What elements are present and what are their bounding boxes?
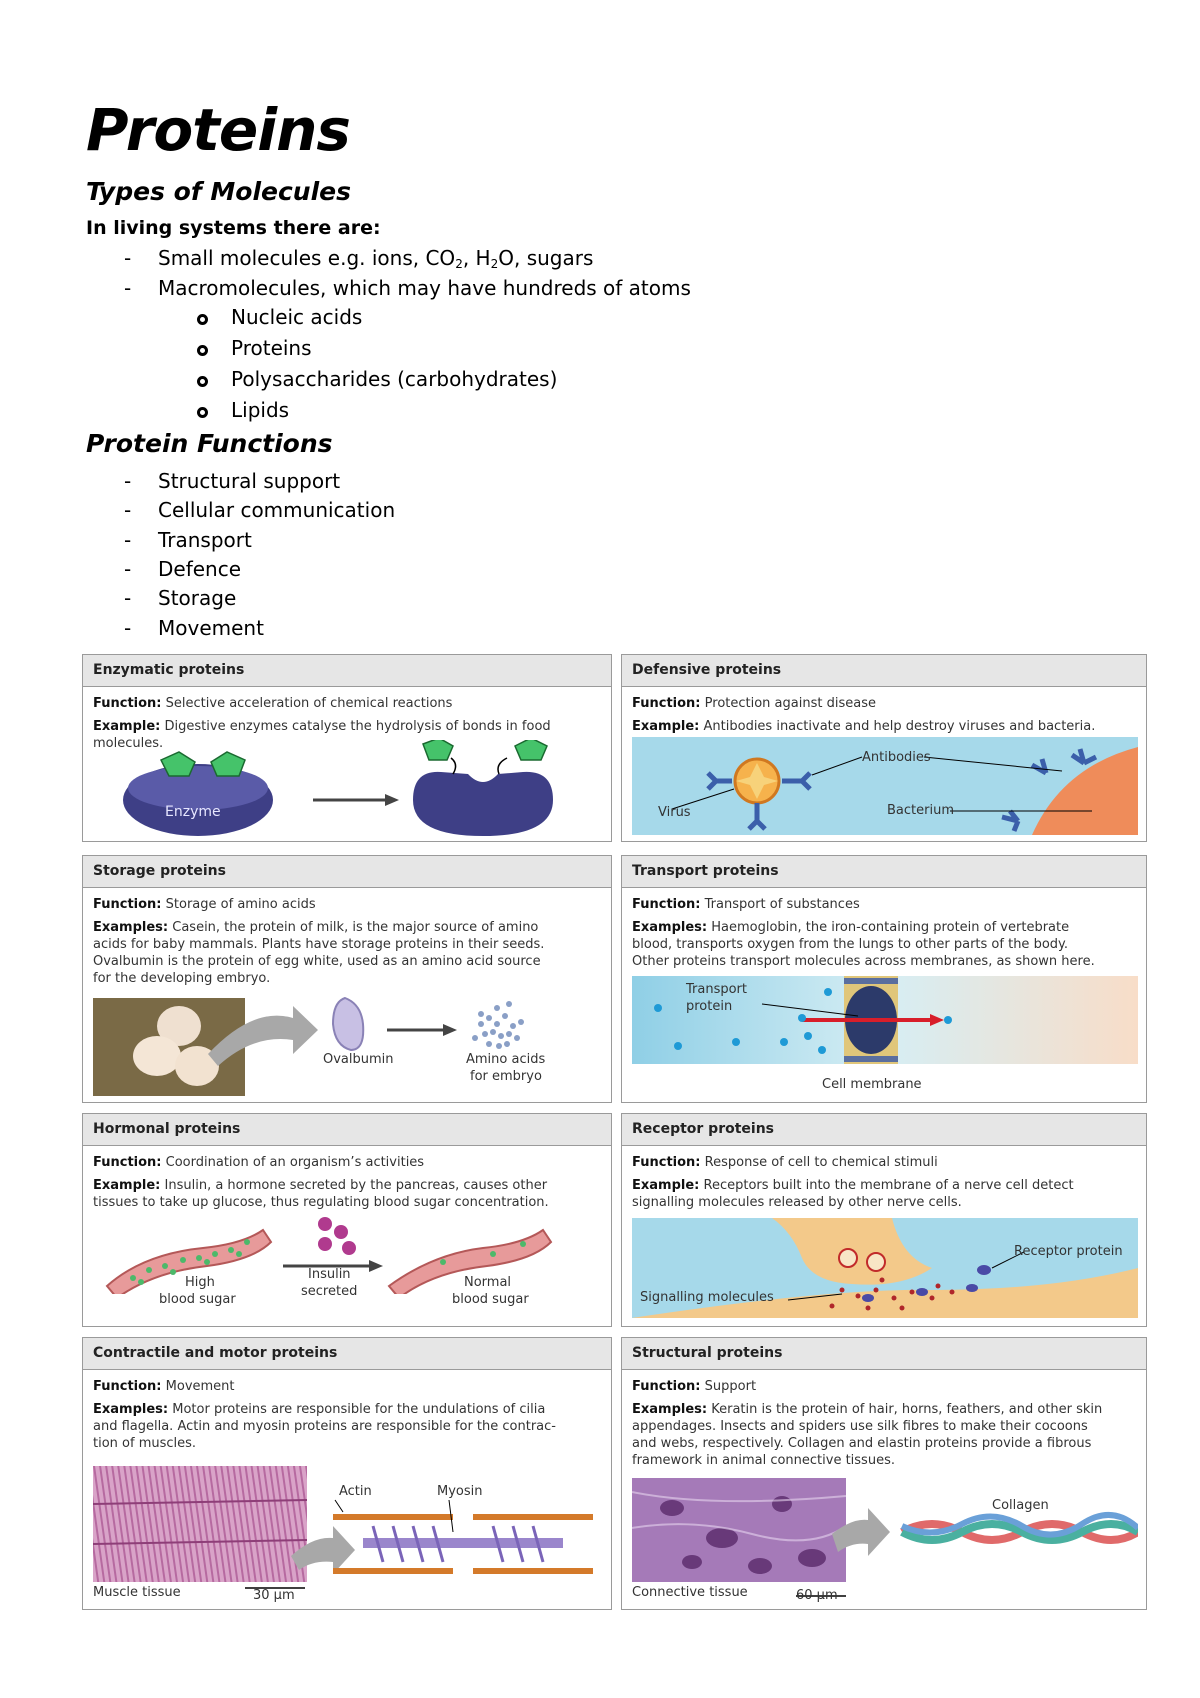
receptor-protein-label: Receptor protein bbox=[1014, 1244, 1123, 1259]
enzyme-label: Enzyme bbox=[165, 804, 221, 820]
insulin-secreted-label: secreted bbox=[301, 1284, 358, 1299]
function-item: Structural support bbox=[158, 469, 341, 493]
blood-vessel-figure bbox=[103, 1214, 603, 1294]
sub-list-item: Lipids bbox=[231, 398, 290, 422]
list-item-macromolecules: Macromolecules, which may have hundreds of atoms bbox=[158, 276, 691, 300]
list-item-small-molecules: Small molecules e.g. ions, $CO_2$, $H_2O$, sugars bbox=[158, 246, 594, 271]
function-item: Movement bbox=[158, 616, 264, 640]
cell-membrane-label: Cell membrane bbox=[822, 1077, 922, 1092]
circle-bullet-icon bbox=[197, 345, 208, 356]
panel-title: Structural proteins bbox=[622, 1338, 1146, 1370]
lead-text: In living systems there are: bbox=[86, 217, 381, 239]
panel-enzymatic bbox=[82, 654, 612, 842]
panel-defensive bbox=[621, 654, 1147, 842]
panel-title: Transport proteins bbox=[622, 856, 1146, 888]
section-heading-types: Types of Molecules bbox=[86, 177, 352, 206]
function-item: Transport bbox=[158, 528, 252, 552]
list-dash: - bbox=[124, 498, 132, 522]
panel-title: Receptor proteins bbox=[622, 1114, 1146, 1146]
panel-description: Function: Storage of amino acids Examples: Casein, the protein of milk, is the major source of amino acids for baby mammals. Plants have storage proteins in their seeds. Ovalbumin is the protein of egg white, used as an amino acid source for the developing embryo. bbox=[93, 897, 545, 986]
panel-title: Contractile and motor proteins bbox=[83, 1338, 611, 1370]
ovalbumin-label: Ovalbumin bbox=[323, 1052, 394, 1067]
panel-description: Function: Movement Examples: Motor proteins are responsible for the undulations of cilia and flagella. Actin and myosin proteins are responsible for the contrac- tion of muscles. bbox=[93, 1379, 556, 1451]
panel-title: Enzymatic proteins bbox=[83, 655, 611, 687]
list-dash: - bbox=[124, 469, 132, 493]
insulin-label: Insulin bbox=[308, 1267, 351, 1282]
panel-transport bbox=[621, 855, 1147, 1103]
transport-protein-label-1: Transport bbox=[686, 982, 748, 997]
list-dash: - bbox=[124, 528, 132, 552]
panel-description: Function: Transport of substances Examples: Haemoglobin, the iron-containing protein of vertebrate blood, transports oxygen from the lungs to other parts of the body. Other proteins transport molecules across membranes, as shown here. bbox=[632, 897, 1095, 969]
virus-label: Virus bbox=[658, 805, 691, 820]
circle-bullet-icon bbox=[197, 314, 208, 325]
for-embryo-label: for embryo bbox=[470, 1069, 542, 1084]
transport-protein-label-2: protein bbox=[686, 999, 733, 1014]
page-title: Proteins bbox=[86, 96, 350, 164]
actin-label: Actin bbox=[339, 1484, 372, 1499]
enzyme-figure bbox=[123, 740, 573, 840]
connective-tissue-label: Connective tissue bbox=[632, 1585, 748, 1600]
panel-description: Function: Protection against disease Example: Antibodies inactivate and help destroy viruses and bacteria. bbox=[632, 696, 1096, 734]
scale-bar-label: 30 µm bbox=[253, 1588, 295, 1603]
list-dash: - bbox=[124, 616, 132, 640]
function-item: Storage bbox=[158, 586, 237, 610]
panel-description: Function: Response of cell to chemical stimuli Example: Receptors built into the membrane of a nerve cell detect signalling molecules released by other nerve cells. bbox=[632, 1155, 1074, 1210]
normal-label: Normal bbox=[464, 1275, 512, 1290]
bacterium-label: Bacterium bbox=[887, 803, 954, 818]
normal-blood-sugar-label: blood sugar bbox=[452, 1292, 529, 1307]
section-heading-functions: Protein Functions bbox=[86, 429, 333, 458]
list-dash: - bbox=[124, 276, 132, 300]
panel-description: Function: Coordination of an organism’s activities Example: Insulin, a hormone secreted by the pancreas, causes other tissues to take up glucose, thus regulating blood sugar concentration. bbox=[93, 1155, 549, 1210]
collagen-label: Collagen bbox=[992, 1498, 1049, 1513]
panel-receptor bbox=[621, 1113, 1147, 1327]
sub-list-item: Polysaccharides (carbohydrates) bbox=[231, 367, 558, 391]
function-item: Cellular communication bbox=[158, 498, 396, 522]
circle-bullet-icon bbox=[197, 407, 208, 418]
circle-bullet-icon bbox=[197, 376, 208, 387]
panel-title: Storage proteins bbox=[83, 856, 611, 888]
panel-description: Function: Support Examples: Keratin is the protein of hair, horns, feathers, and other skin appendages. Insects and spiders use silk fibres to make their cocoons and webs, respectively. Collagen and elastin proteins provide a fibrous framework in animal connective tissues. bbox=[632, 1379, 1103, 1468]
function-item: Defence bbox=[158, 557, 242, 581]
signalling-molecules-label: Signalling molecules bbox=[640, 1290, 774, 1305]
list-dash: - bbox=[124, 586, 132, 610]
muscle-tissue-label: Muscle tissue bbox=[93, 1585, 181, 1600]
list-dash: - bbox=[124, 246, 132, 270]
high-label: High bbox=[185, 1275, 215, 1290]
sub-list-item: Nucleic acids bbox=[231, 305, 363, 329]
myosin-label: Myosin bbox=[437, 1484, 483, 1499]
scale-bar-label: 60 µm bbox=[796, 1588, 838, 1603]
panel-title: Hormonal proteins bbox=[83, 1114, 611, 1146]
panel-hormonal bbox=[82, 1113, 612, 1327]
panel-description: Function: Selective acceleration of chemical reactions Example: Digestive enzymes catalyse the hydrolysis of bonds in food molecules. bbox=[93, 696, 551, 751]
antibodies-label: Antibodies bbox=[862, 750, 931, 765]
panel-title: Defensive proteins bbox=[622, 655, 1146, 687]
list-dash: - bbox=[124, 557, 132, 581]
high-blood-sugar-label: blood sugar bbox=[159, 1292, 236, 1307]
panel-structural bbox=[621, 1337, 1147, 1610]
sub-list-item: Proteins bbox=[231, 336, 312, 360]
panel-contractile bbox=[82, 1337, 612, 1610]
amino-acids-label: Amino acids bbox=[466, 1052, 546, 1067]
panel-storage bbox=[82, 855, 612, 1103]
